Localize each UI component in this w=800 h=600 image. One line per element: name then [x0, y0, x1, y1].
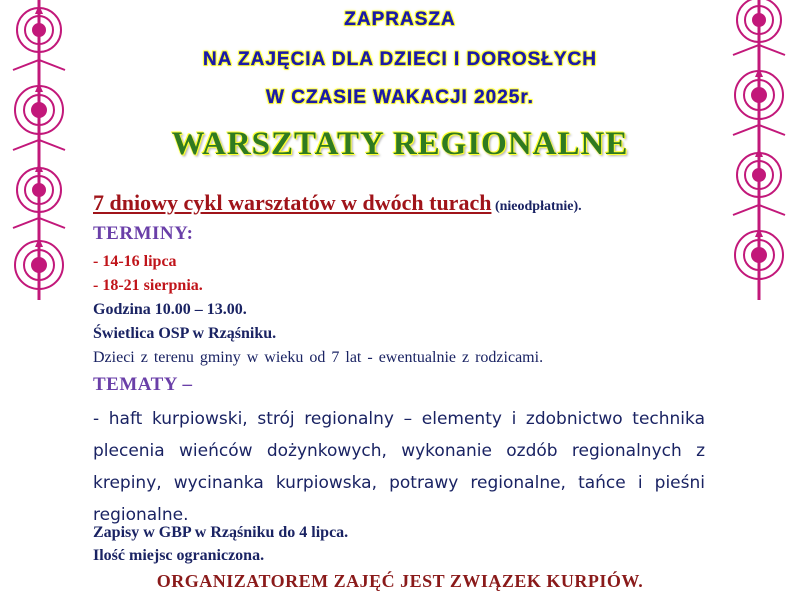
limit-line: Ilość miejsc ograniczona. [93, 547, 265, 564]
organizer-line: ORGANIZATOREM ZAJĘĆ JEST ZWIĄZEK KURPIÓW. [156, 571, 644, 591]
audience-heading: NA ZAJĘCIA DLA DZIECI I DOROSŁYCH [202, 49, 597, 70]
workshop-cycle-line [93, 190, 582, 216]
topics-text: - haft kurpiowski, strój regionalny – elementy i zdobnictwo technika plecenia wieńców dożynkowych, wykonanie ozdób regionalnych z krepiny, wycinanka kurpiowska, potrawy regionalne, tańce i pieśni regionalne. [93, 409, 705, 525]
term-date-1: - 14-16 lipca [93, 253, 177, 270]
period-heading: W CZASIE WAKACJI 2025r. [266, 87, 534, 108]
place-line: Świetlica OSP w Rząśniku. [93, 325, 277, 342]
invite-heading: ZAPRASZA [344, 9, 456, 30]
page-title: WARSZTATY REGIONALNE [171, 126, 629, 162]
topics-heading: TEMATY – [93, 374, 193, 395]
cycle-description: 7 dniowy cykl warsztatów w dwóch turach [93, 190, 492, 215]
audience-line: Dzieci z terenu gminy w wieku od 7 lat - ewentualnie z rodzicami. [93, 349, 544, 366]
terms-heading: TERMINY: [93, 223, 194, 244]
hours-line: Godzina 10.00 – 13.00. [93, 301, 247, 318]
registration-line: Zapisy w GBP w Rząśniku do 4 lipca. [93, 524, 349, 541]
cycle-free-note: (nieodpłatnie). [491, 199, 582, 214]
term-date-2: - 18-21 sierpnia. [93, 277, 203, 294]
